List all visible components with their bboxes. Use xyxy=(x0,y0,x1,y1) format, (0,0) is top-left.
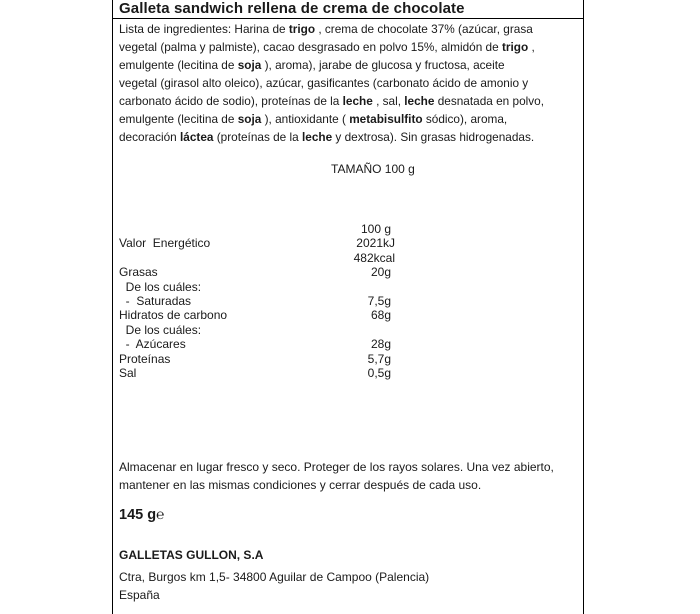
ingredient-text: Lista de ingredientes: Harina de xyxy=(119,22,289,36)
nutrient-value: 2021kJ xyxy=(356,236,395,251)
ingredients-line xyxy=(119,128,574,146)
allergen-text: trigo xyxy=(501,40,529,54)
nutrition-row xyxy=(119,251,419,265)
nutrient-value: 28g xyxy=(370,337,391,352)
ingredient-text: desnatada en polvo, xyxy=(434,94,544,108)
ingredients-line xyxy=(119,110,574,128)
ingredients-line xyxy=(119,92,574,110)
nutrient-value: 20g xyxy=(370,265,391,280)
allergen-text: leche xyxy=(404,94,435,108)
nutrient-name: De los cuáles: xyxy=(119,322,202,337)
ingredient-text: decoración xyxy=(119,130,180,144)
nutrient-name: Hidratos de carbono xyxy=(119,308,228,323)
ingredients-line xyxy=(119,56,574,74)
ingredient-text: vegetal (girasol alto oleico), azúcar, gasificantes (carbonato ácido de amonio y xyxy=(119,76,529,90)
allergen-text: leche xyxy=(301,130,333,144)
nutrient-name: De los cuáles: xyxy=(119,279,202,294)
nutrition-row xyxy=(119,352,419,366)
storage-line-2: mantener en las mismas condiciones y cerrar después de cada uso. xyxy=(119,478,482,492)
nutrient-name: Proteínas xyxy=(119,351,171,366)
ingredients-line xyxy=(119,74,574,92)
nutrition-row xyxy=(119,265,419,279)
nutrient-name: - Saturadas xyxy=(119,293,192,308)
nutrient-name: Sal xyxy=(119,365,137,380)
storage-instructions xyxy=(119,458,574,494)
nutrient-name: - Azúcares xyxy=(119,337,186,352)
nutrition-row xyxy=(119,323,419,337)
nutrition-row xyxy=(119,280,419,294)
nutrition-row xyxy=(119,337,419,351)
divider-title xyxy=(113,18,583,19)
storage-line-1: Almacenar en lugar fresco y seco. Proteger de los rayos solares. Una vez abierto, xyxy=(119,460,554,474)
ingredient-text: emulgente (lecitina de xyxy=(119,112,238,126)
nutrition-table xyxy=(119,222,419,380)
allergen-text: soja xyxy=(237,58,262,72)
nutrient-value: 482kcal xyxy=(353,250,395,265)
nutrition-row xyxy=(119,236,419,250)
ingredient-text: , crema de chocolate 37% (azúcar, grasa xyxy=(315,22,533,36)
company-country: España xyxy=(119,588,160,602)
nutrient-name: Valor Energético xyxy=(119,236,211,251)
ingredients-line xyxy=(119,20,574,38)
product-label xyxy=(112,0,584,614)
allergen-text: láctea xyxy=(180,130,214,144)
ingredient-text: (proteínas de la xyxy=(213,130,302,144)
nutrition-row xyxy=(119,222,419,236)
estimated-sign-icon: ℮ xyxy=(156,506,165,522)
ingredients-line xyxy=(119,38,574,56)
nutrient-value: 7,5g xyxy=(367,293,391,308)
ingredient-text: ), antioxidante ( xyxy=(261,112,350,126)
nutrient-value: 5,7g xyxy=(367,351,391,366)
ingredient-text: ), aroma), jarabe de glucosa y fructosa, aceite xyxy=(261,58,505,72)
company-address-block xyxy=(119,568,429,604)
ingredient-text: , sal, xyxy=(372,94,405,108)
ingredient-text: , xyxy=(528,40,535,54)
ingredients-list xyxy=(119,20,574,146)
serving-size: TAMAÑO 100 g xyxy=(331,162,415,176)
nutrient-value: 0,5g xyxy=(367,365,391,380)
ingredient-text: vegetal (palma y palmiste), cacao desgrasado en polvo 15%, almidón de xyxy=(119,40,502,54)
nutrient-value: 68g xyxy=(370,308,391,323)
ingredient-text: y dextrosa). Sin grasas hidrogenadas. xyxy=(332,130,535,144)
ingredient-text: carbonato ácido de sodio), proteínas de la xyxy=(119,94,343,108)
allergen-text: soja xyxy=(237,112,262,126)
ingredient-text: emulgente (lecitina de xyxy=(119,58,238,72)
allergen-text: metabisulfito xyxy=(349,112,423,126)
ingredient-text: sódico), aroma, xyxy=(422,112,508,126)
product-title: Galleta sandwich rellena de crema de chocolate xyxy=(119,0,465,17)
allergen-text: leche xyxy=(342,94,373,108)
nutrition-row xyxy=(119,366,419,380)
allergen-text: trigo xyxy=(288,22,316,36)
net-weight xyxy=(119,506,165,523)
nutrition-row xyxy=(119,294,419,308)
nutrient-value: 100 g xyxy=(360,222,391,236)
company-address: Ctra, Burgos km 1,5- 34800 Aguilar de Campoo (Palencia) xyxy=(119,570,430,584)
nutrient-name: Grasas xyxy=(119,265,158,280)
net-weight-value: 145 g xyxy=(119,507,157,523)
nutrition-row xyxy=(119,308,419,322)
company-name: GALLETAS GULLON, S.A xyxy=(119,548,264,562)
